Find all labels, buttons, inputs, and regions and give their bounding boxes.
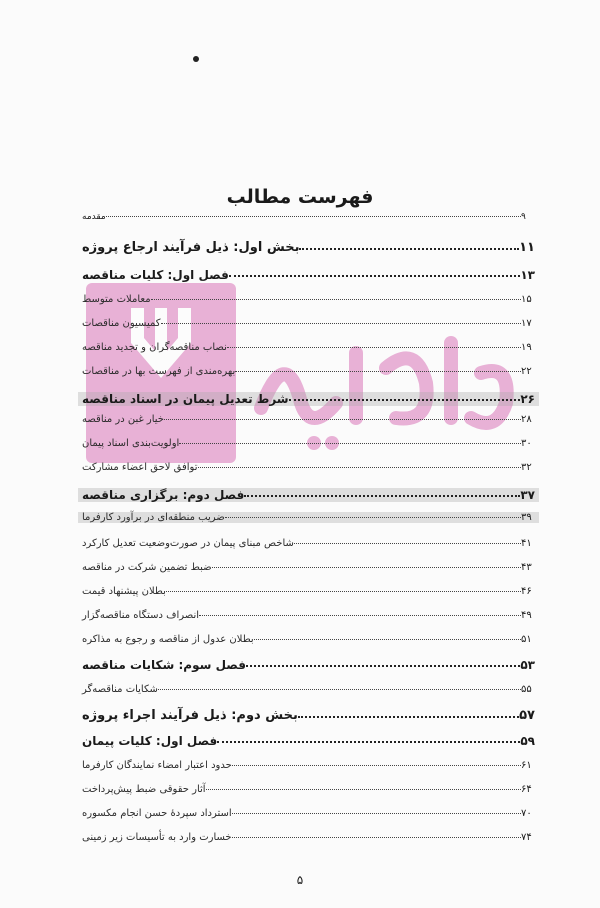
toc-entry-title: بخش دوم: ذیل فرآیند اجراء پروژه [82,708,298,723]
dot-leader [232,813,521,814]
toc-entry-page: ۷۰ [521,808,532,819]
dot-leader [246,665,520,667]
toc-entry [78,610,539,621]
toc-entry-title: شکایات مناقصه‌گر [82,684,158,695]
dot-leader [179,443,521,444]
toc-entry-title: مقدمه [82,212,106,222]
toc-entry-title: ضریب منطقه‌ای در برآورد کارفرما [82,512,225,523]
toc-entry [78,538,539,549]
toc-entry [78,414,539,425]
toc-entry-title: استرداد سپردهٔ حسن انجام مکسوره [82,808,232,819]
toc-entry [78,462,539,473]
toc-entry-page: ۱۱ [519,240,535,255]
toc-entry-page: ۳۰ [521,438,532,449]
page-title: فهرست مطالب [226,186,374,208]
toc-entry [78,586,539,597]
toc-entry-page: ۵۷ [519,708,535,723]
dot-leader [164,419,521,420]
toc-entry-page: ۶۱ [521,760,532,771]
toc-entry [78,808,539,819]
toc-entry-page: ۳۷ [520,488,535,502]
toc-entry [78,366,539,377]
dot-leader [217,741,520,743]
toc-entry-title: بهره‌مندی از فهرست بها در مناقصات [82,366,236,377]
toc-entry [78,294,539,305]
toc-entry [78,438,539,449]
toc-entry-page: ۲۶ [520,392,535,406]
toc-entry [78,562,539,573]
dot-leader [151,299,521,300]
toc-entry [78,784,539,795]
dot-leader [299,248,519,250]
toc-entry-title: معاملات متوسط [82,294,151,305]
dot-leader [212,567,521,568]
toc-entry-page: ۵۹ [520,734,535,748]
toc-entry-page: ۵۱ [521,634,532,645]
toc-entry [78,708,539,723]
toc-entry-page: ۷۴ [521,832,532,843]
toc-entry [78,240,539,255]
toc-entry-page: ۳۹ [521,512,532,523]
toc-entry-page: ۶۴ [521,784,532,795]
toc-entry-page: ۱۵ [521,294,532,305]
toc-entry-title: بطلان پیشنهاد قیمت [82,586,166,597]
toc-entry [78,268,539,282]
toc-entry-page: ۱۷ [521,318,532,329]
dot-leader [232,837,521,838]
toc-entry-page: ۴۱ [521,538,532,549]
toc-entry-title: خیار غبن در مناقصه [82,414,164,425]
toc-entry-title: حدود اعتبار امضاء نمایندگان کارفرما [82,760,232,771]
toc-entry-title: فصل اول: کلیات پیمان [82,734,218,748]
toc-entry-page: ۴۶ [521,586,532,597]
toc-entry-title: بخش اول: ذیل فرآیند ارجاع پروژه [82,240,300,255]
toc-entry-title: ضبط تضمین شرکت در مناقصه [82,562,212,573]
dot-leader [229,275,521,277]
toc-entry [78,212,539,222]
toc-entry [78,734,539,748]
toc-entry [78,658,539,672]
toc-entry-page: ۱۹ [521,342,532,353]
dot-leader [294,543,521,544]
toc-entry-title: توافق لاحق اعضاء مشارکت [82,462,198,473]
dot-leader [225,517,521,518]
dot-leader [158,689,521,690]
toc-entry-title: نصاب مناقصه‌گران و تجدید مناقصه [82,342,227,353]
toc-entry [78,634,539,645]
toc-entry-title: شرط تعدیل پیمان در اسناد مناقصه [82,392,289,406]
toc-entry-title: اولویت‌بندی اسناد پیمان [82,438,180,449]
toc-entry [78,832,539,843]
toc-entry-title: بطلان عدول از مناقصه و رجوع به مذاکره [82,634,254,645]
dot-leader [227,347,521,348]
toc-entry [78,392,539,406]
toc-entry-title: فصل سوم: شکایات مناقصه [82,658,246,672]
toc-entry-page: ۴۳ [521,562,532,573]
toc-entry [78,318,539,329]
dot-leader [289,399,521,401]
toc-entry-page: ۲۸ [521,414,532,425]
toc-entry-title: شاخص مبنای پیمان در صورت‌وضعیت تعدیل کارکرد [82,538,294,549]
toc-entry [78,684,539,695]
dot-leader [206,789,521,790]
toc-entry-title: انصراف دستگاه مناقصه‌گزار [82,610,200,621]
toc-entry-page: ۵۳ [520,658,535,672]
dot-leader [198,467,521,468]
toc-entry-page: ۲۲ [521,366,532,377]
dot-leader [199,615,521,616]
toc-entry-page: ۱۳ [520,268,535,282]
dot-leader [298,716,519,718]
toc-entry-title: کمیسیون مناقصات [82,318,161,329]
toc-entry-title: فصل دوم: برگزاری مناقصه [82,488,245,502]
page-number: ۵ [296,873,304,887]
dot-leader [244,495,520,497]
dot-leader [235,371,521,372]
ink-dot [193,56,199,62]
toc-entry-page: ۳۲ [521,462,532,473]
dot-leader [106,216,521,217]
toc-entry-title: فصل اول: کلیات مناقصه [82,268,229,282]
toc-entry [78,342,539,353]
toc-entry-title: آثار حقوقی ضبط پیش‌پرداخت [82,784,206,795]
dot-leader [161,323,521,324]
toc-entry-title: خسارت وارد به تأسیسات زیر زمینی [82,832,232,843]
toc-entry [78,512,539,523]
dot-leader [254,639,521,640]
dot-leader [232,765,521,766]
dot-leader [166,591,521,592]
toc-entry-page: ۴۹ [521,610,532,621]
toc-entry-page: ۹ [521,212,526,222]
toc-entry-page: ۵۵ [521,684,532,695]
toc-entry [78,760,539,771]
toc-entry [78,488,539,502]
